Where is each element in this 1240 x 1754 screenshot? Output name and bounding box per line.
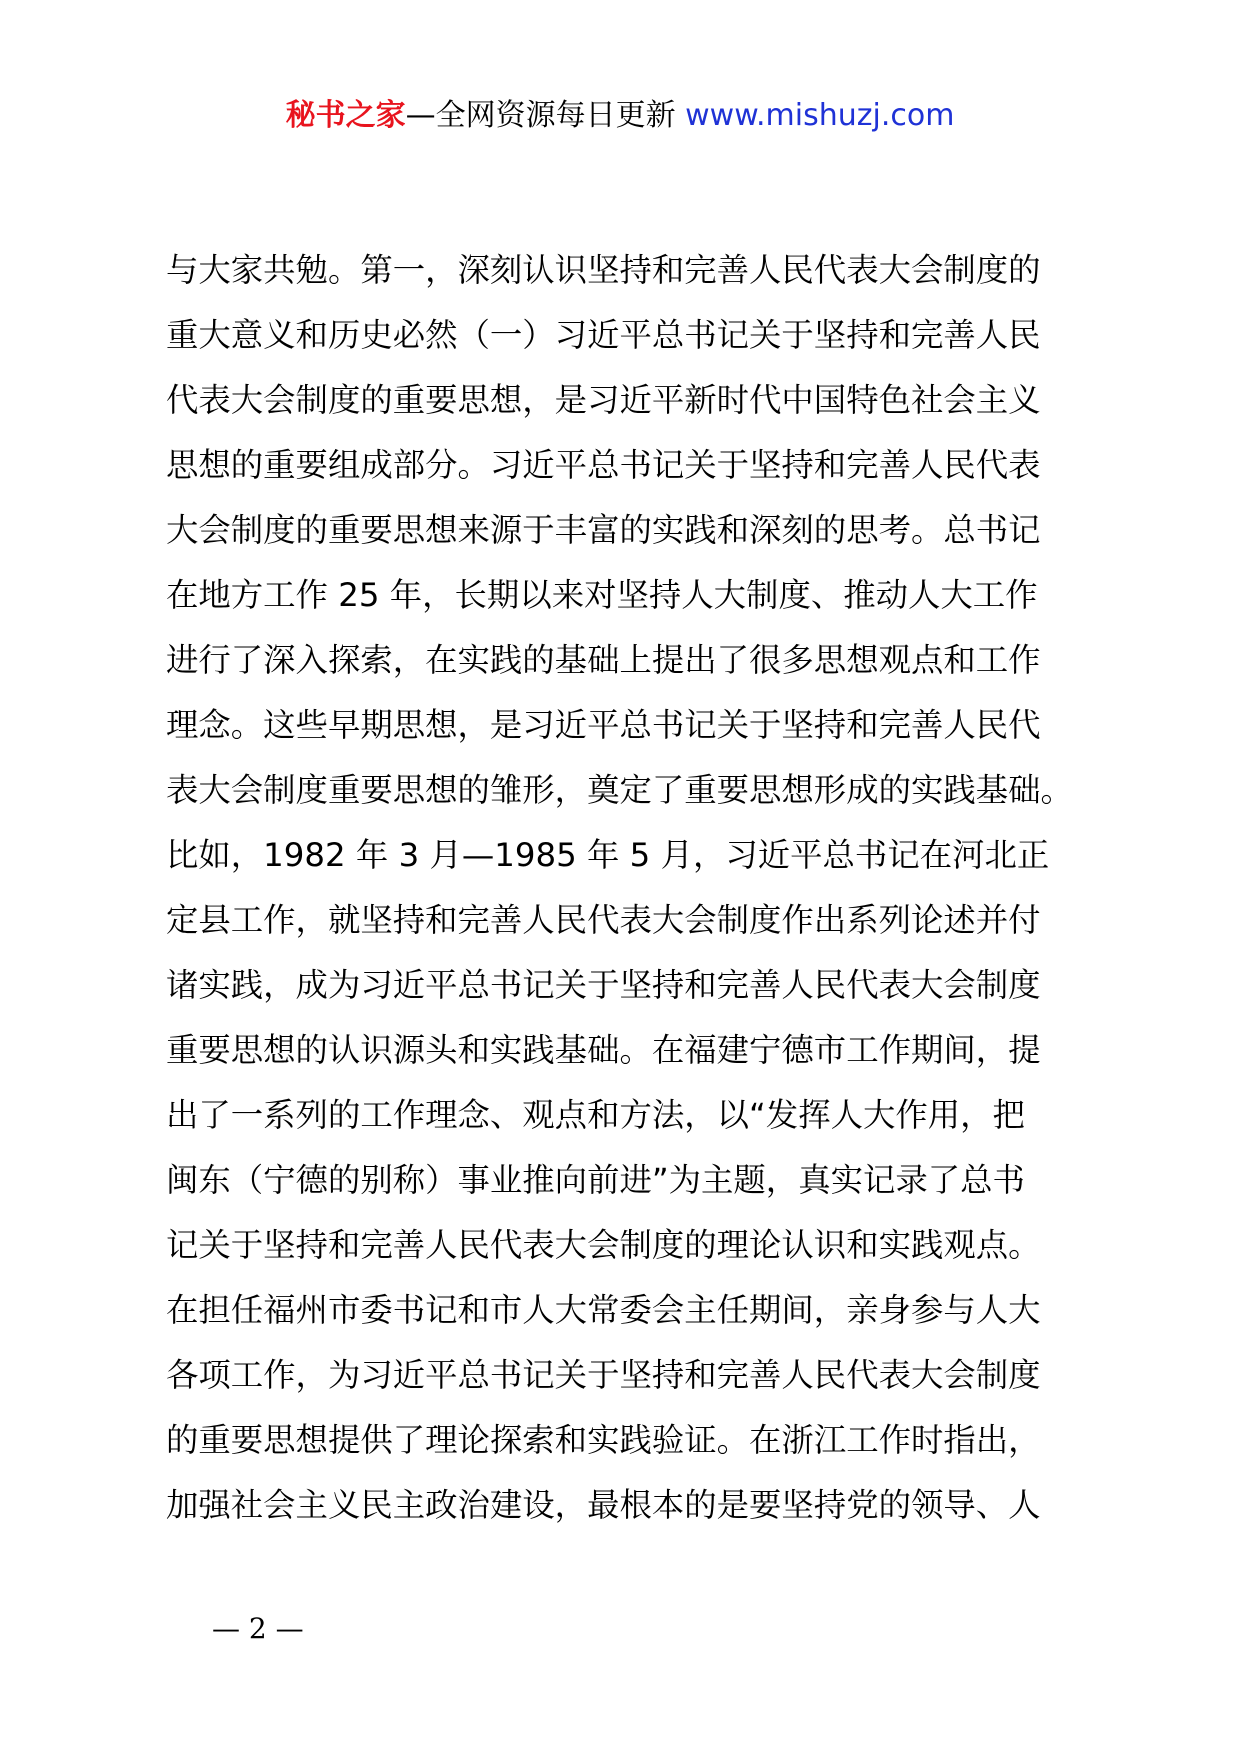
site-header [0, 96, 1240, 136]
site-url: www.mishuzj.com [685, 98, 955, 133]
site-brand: 秘书之家 [285, 98, 406, 133]
site-tagline: —全网资源每日更新 [405, 98, 686, 133]
body-paragraph: 与大家共勉。第一，深刻认识坚持和完善人民代表大会制度的 重大意义和历史必然（一）习近平总书记关于坚持和完善人民 代表大会制度的重要思想，是习近平新时代中国特色社会主义 思想的重要组成部分。习近平总书记关于坚持和完善人民代表 大会制度的重要思想来源于丰富的实践和深刻的思考。总书记 在地方工作 25 年，长期以来对坚持人大制度、推动人大工作 进行了深入探索，在实践的基础上提出了很多思想观点和工作 理念。这些早期思想，是习近平总书记关于坚持和完善人民代 表大会制度重要思想的雏形，奠定了重要思想形成的实践基础。 比如，1982 年 3 月—1985 年 5 月，习近平总书记在河北正 定县工作，就坚持和完善人民代表大会制度作出系列论述并付 诸实践，成为习近平总书记关于坚持和完善人民代表大会制度 重要思想的认识源头和实践基础。在福建宁德市工作期间，提 出了一系列的工作理念、观点和方法，以“发挥人大作用，把 闽东（宁德的别称）事业推向前进”为主题，真实记录了总书 记关于坚持和完善人民代表大会制度的理论认识和实践观点。 在担任福州市委书记和市人大常委会主任期间，亲身参与人大 各项工作，为习近平总书记关于坚持和完善人民代表大会制度 的重要思想提供了理论探索和实践验证。在浙江工作时指出， 加强社会主义民主政治建设，最根本的是要坚持党的领导、人 [166, 251, 1073, 1524]
page-number: — 2 — [212, 1612, 304, 1645]
